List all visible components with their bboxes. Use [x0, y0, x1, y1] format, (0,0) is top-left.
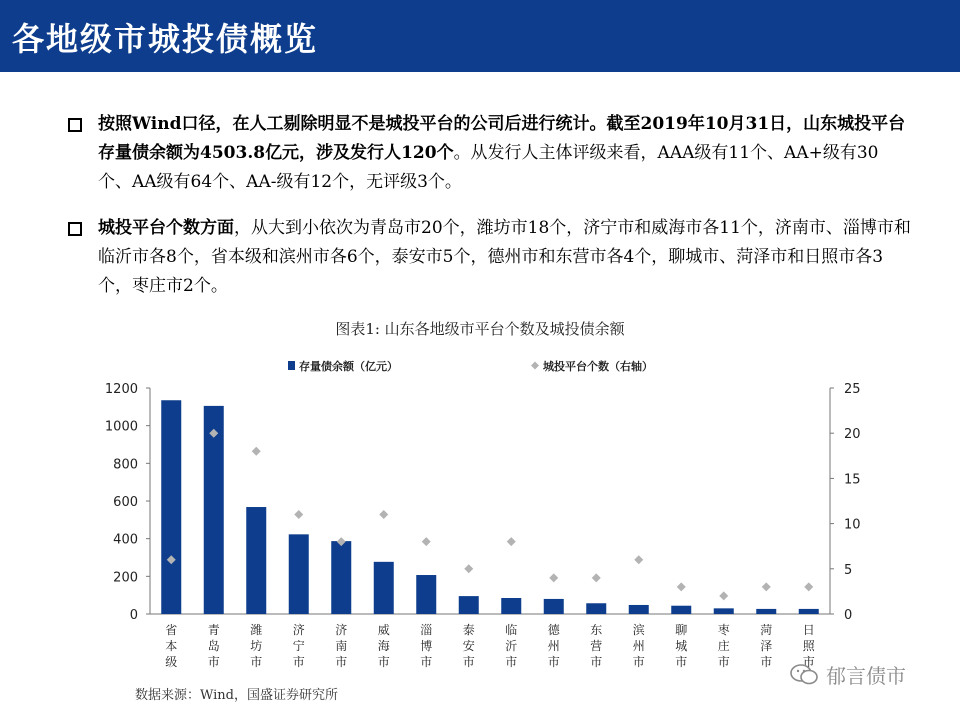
left-tick-label: 400: [113, 532, 138, 548]
bullet-run: 4503.8: [200, 143, 266, 163]
point-8: [507, 537, 516, 546]
category-label-15: 日照市: [802, 623, 815, 669]
left-tick-label: 800: [113, 457, 138, 473]
category-label-14: 菏泽市: [760, 623, 773, 669]
category-label-7: 泰安市: [462, 623, 475, 669]
right-tick-label: 0: [844, 608, 853, 623]
right-tick-label: 10: [844, 517, 861, 533]
wechat-icon: [790, 664, 818, 686]
legend-bar-swatch: [288, 361, 295, 370]
bullet-run: 个: [436, 143, 454, 163]
point-3: [294, 510, 303, 519]
point-9: [549, 573, 558, 582]
legend-point-label: 城投平台个数（右轴）: [543, 360, 653, 373]
bar-4: [331, 541, 351, 614]
category-label-13: 枣庄市: [717, 623, 730, 669]
bullet-run: 日，山东城投平台存量债余额为: [98, 114, 906, 163]
point-7: [464, 564, 473, 573]
point-5: [379, 510, 388, 519]
source-note: 数据来源：Wind，国盛证券研究所: [135, 688, 338, 703]
bullet-run: 120: [401, 143, 437, 163]
bar-7: [459, 596, 479, 614]
bullet-run: 。从发行人主体评级来看，AAA级有11个、AA+级有30个、AA级有64个、AA-级有12个，无评级3个。: [98, 143, 879, 192]
point-12: [677, 582, 686, 591]
watermark: [790, 660, 906, 689]
right-tick-label: 20: [844, 427, 861, 443]
left-tick-label: 600: [113, 495, 138, 510]
category-label-10: 东营市: [590, 623, 603, 669]
bar-3: [289, 534, 309, 614]
bar-5: [374, 562, 394, 614]
bullet-run: 10: [704, 114, 729, 134]
left-tick-label: 1200: [104, 382, 138, 397]
category-label-2: 潍坊市: [250, 623, 263, 669]
point-10: [592, 573, 601, 582]
category-label-11: 滨州市: [632, 623, 645, 669]
category-label-8: 临沂市: [505, 623, 518, 669]
chart-title: 图表1: 山东各地级市平台个数及城投债余额: [335, 320, 625, 338]
legend-bar-label: 存量债余额（亿元）: [299, 360, 398, 373]
point-2: [252, 447, 261, 456]
watermark-text: 郁言债市: [826, 664, 906, 688]
legend-point-swatch: [531, 362, 539, 370]
left-tick-label: 200: [113, 570, 138, 586]
right-tick-label: 5: [844, 562, 853, 578]
category-label-4: 济南市: [335, 623, 348, 669]
page-title: 各地级市城投债概览: [12, 20, 319, 58]
bar-6: [416, 575, 436, 614]
bullet-run: ，从大到小依次为青岛市20个，潍坊市18个，济宁市和威海市各11个，济南市、淄博市和临沂市各8个，省本级和滨州市各6个，泰安市5个，德州市和东营市各4个，聊城市、菏泽市和日照市各3个，枣庄市2个。: [98, 218, 911, 296]
category-label-3: 济宁市: [292, 623, 305, 669]
bar-2: [246, 507, 266, 614]
bar-0: [161, 400, 181, 614]
bullet-run: 年: [687, 114, 705, 134]
bullet-run: 2019: [640, 114, 688, 134]
point-6: [422, 537, 431, 546]
category-label-12: 聊城市: [675, 623, 688, 669]
bar-14: [756, 609, 776, 614]
category-label-6: 淄博市: [420, 623, 433, 669]
point-14: [762, 582, 771, 591]
bar-11: [629, 605, 649, 614]
bar-9: [544, 599, 564, 614]
bar-15: [799, 609, 819, 614]
category-label-9: 德州市: [547, 623, 560, 669]
bullet-run: 按照Wind口径，在人工剔除明显不是城投平台的公司后进行统计。截至: [98, 114, 641, 134]
bullet-run: 亿元，涉及发行人: [265, 143, 402, 163]
category-label-5: 威海市: [377, 623, 390, 669]
point-11: [634, 555, 643, 564]
right-tick-label: 15: [844, 472, 861, 488]
bullet-run: 31: [745, 114, 770, 134]
category-label-1: 青岛市: [207, 623, 220, 669]
bar-12: [671, 606, 691, 614]
point-15: [804, 582, 813, 591]
bar-10: [586, 603, 606, 614]
right-tick-label: 25: [844, 382, 861, 397]
bar-8: [501, 598, 521, 614]
left-tick-label: 1000: [104, 419, 138, 435]
bar-13: [714, 608, 734, 614]
left-tick-label: 0: [129, 608, 138, 623]
category-label-0: 省本级: [165, 623, 178, 669]
point-13: [719, 591, 728, 600]
bullet-run: 城投平台个数方面: [98, 218, 234, 238]
bullet-run: 月: [728, 114, 746, 134]
